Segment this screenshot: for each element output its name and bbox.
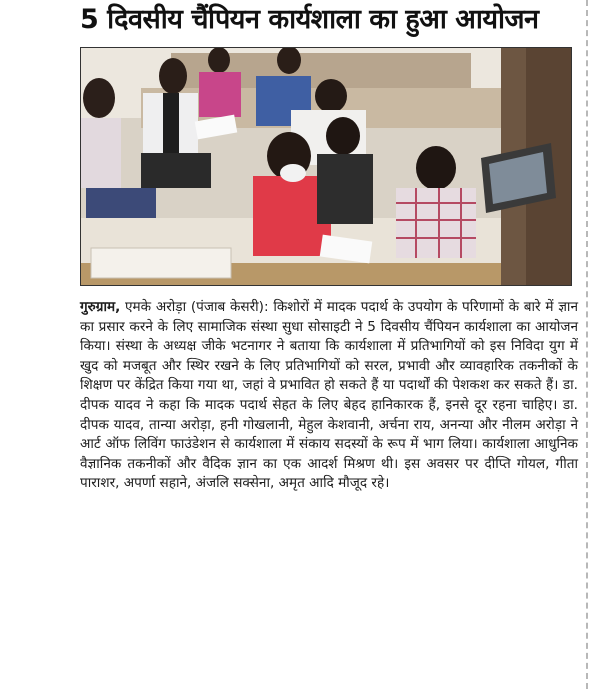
dateline: गुरुग्राम, xyxy=(80,299,121,315)
article-body xyxy=(80,298,578,494)
workshop-photo-illustration xyxy=(81,48,571,285)
column-divider xyxy=(586,0,588,689)
article-paragraph xyxy=(80,298,578,494)
headline: 5 दिवसीय चैंपियन कार्यशाला का हुआ आयोजन xyxy=(80,4,539,35)
news-photo xyxy=(80,47,572,286)
byline: एमके अरोड़ा (पंजाब केसरी): xyxy=(120,299,274,315)
article-text: किशोरों में मादक पदार्थ के उपयोग के परिणामों के बारे में ज्ञान का प्रसार करने के लिए सामाजिक संस्था सुधा सोसाइटी ने 5 दिवसीय चैंपियन कार्यशाला का आयोजन किया। संस्था के अध्यक्ष जीके भटनागर ने बताया कि कार्यशाला में प्रतिभागियों को इस निविदा युग में खुद को मजबूत और स्थिर रखने के लिए प्रतिभागियों को सरल, प्रभावी और व्यावहारिक तकनीकों के शिक्षण पर केंद्रित किया गया था, जहां वे प्रभावित हो सकते हैं या पदार्थों की पेशकश कर सकते हैं। डा. दीपक यादव ने कहा कि मादक पदार्थ सेहत के लिए बेहद हानिकारक हैं, इनसे दूर रहना चाहिए। डा. दीपक यादव, तान्या अरोड़ा, हनी गोखलानी, मेहुल केशवानी, अर्चना राय, अनन्या और नीलम अरोड़ा ने आर्ट ऑफ लिविंग फाउंडेशन से कार्यशाला में संकाय सदस्यों के रूप में भाग लिया। कार्यशाला आधुनिक वैज्ञानिक तकनीकों और वैदिक ज्ञान का एक आदर्श मिश्रण थी। इस अवसर पर दीप्ति गोयल, गीता पाराशर, अपर्णा सहाने, अंजलि सक्सेना, अमृत आदि मौजूद रहे। xyxy=(80,299,578,492)
